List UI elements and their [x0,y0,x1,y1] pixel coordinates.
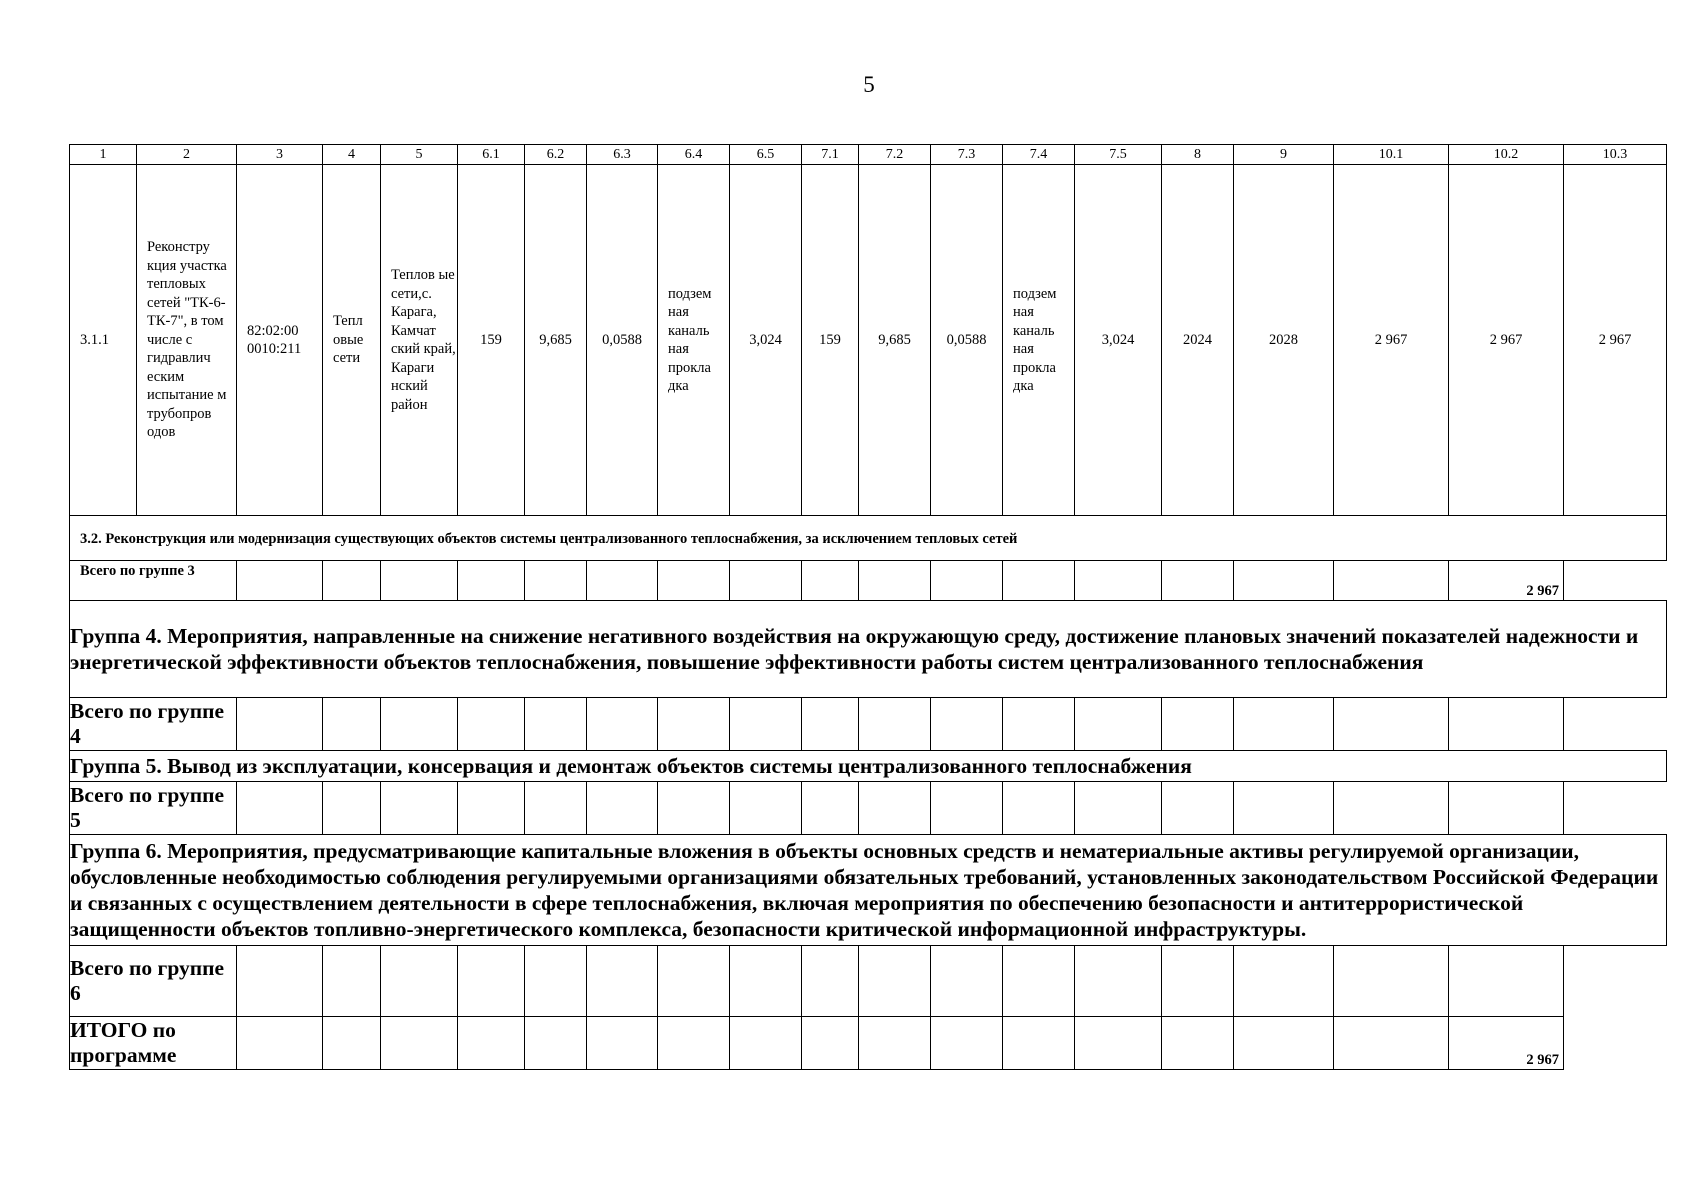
total-group-5-row [70,782,1667,835]
total-group-4-row [70,698,1667,751]
object-type: Тепл овые сети [323,165,381,516]
total-group-5-label: Всего по группе 5 [70,782,237,835]
column-number-row [70,145,1667,165]
investment-program-table [69,144,1667,1070]
value-7-3: 0,0588 [931,165,1003,516]
col-header-6-5: 6.5 [730,145,802,165]
col-header-7-1: 7.1 [802,145,859,165]
group-5-row [70,751,1667,782]
total-group-6-row [70,946,1667,1017]
object-location: Теплов ые сети,с. Карага, Камчат ский край, Караги нский район [381,165,458,516]
col-header-3: 3 [237,145,323,165]
col-header-2: 2 [137,145,237,165]
group-4-row [70,601,1667,698]
col-header-10-1: 10.1 [1334,145,1449,165]
col-header-10-2: 10.2 [1449,145,1564,165]
table-row-3-1-1 [70,165,1667,516]
col-header-1: 1 [70,145,137,165]
total-group-3-sum: 2 967 [1449,561,1564,601]
value-7-4: подзем ная каналь ная прокла дка [1003,165,1075,516]
col-header-10-3: 10.3 [1564,145,1667,165]
value-6-5: 3,024 [730,165,802,516]
value-10-3: 2 967 [1564,165,1667,516]
col-header-8: 8 [1162,145,1234,165]
col-header-7-3: 7.3 [931,145,1003,165]
col-header-9: 9 [1234,145,1334,165]
col-header-7-5: 7.5 [1075,145,1162,165]
total-group-3-label: Всего по группе 3 [70,561,237,601]
value-10-1: 2 967 [1334,165,1449,516]
value-6-1: 159 [458,165,525,516]
section-3-2-row [70,516,1667,561]
project-name: Реконстру кция участка тепловых сетей "ТК-6-ТК-7", в том числе с гидравлич еским испытание м трубопров одов [137,165,237,516]
col-header-6-4: 6.4 [658,145,730,165]
value-6-3: 0,0588 [587,165,658,516]
value-7-5: 3,024 [1075,165,1162,516]
col-header-6-3: 6.3 [587,145,658,165]
row-number: 3.1.1 [70,165,137,516]
group-4-heading: Группа 4. Мероприятия, направленные на снижение негативного воздействия на окружающую среду, достижение плановых значений показателей надежности и энергетической эффективности объектов теплоснабжения, повышение эффективности работы систем централизованного теплоснабжения [70,601,1667,698]
page-number: 5 [863,72,875,97]
col-header-6-2: 6.2 [525,145,587,165]
start-year: 2024 [1162,165,1234,516]
section-3-2-heading: 3.2. Реконструкция или модернизация существующих объектов системы централизованного теплоснабжения, за исключением тепловых сетей [70,516,1667,561]
value-7-2: 9,685 [859,165,931,516]
cadastral-number: 82:02:00 0010:211 [237,165,323,516]
value-10-2: 2 967 [1449,165,1564,516]
col-header-6-1: 6.1 [458,145,525,165]
col-header-4: 4 [323,145,381,165]
program-total-label: ИТОГО по программе [70,1017,237,1070]
value-6-4: подзем ная каналь ная прокла дка [658,165,730,516]
total-group-6-label: Всего по группе 6 [70,946,237,1017]
total-group-4-label: Всего по группе 4 [70,698,237,751]
value-7-1: 159 [802,165,859,516]
end-year: 2028 [1234,165,1334,516]
total-group-3-row [70,561,1667,601]
group-6-heading: Группа 6. Мероприятия, предусматривающие капитальные вложения в объекты основных средств и нематериальные активы регулируемой организации, обусловленные необходимостью соблюдения регулируемыми организациями обязательных требований, установленных законодательством Российской Федерации и связанных с осуществлением деятельности в сфере теплоснабжения, включая мероприятия по обеспечению безопасности и антитеррористической защищенности объектов топливно-энергетического комплекса, безопасности критической информационной инфраструктуры. [70,835,1667,946]
col-header-7-2: 7.2 [859,145,931,165]
program-total-row [70,1017,1667,1070]
value-6-2: 9,685 [525,165,587,516]
group-6-row [70,835,1667,946]
program-total-sum: 2 967 [1449,1017,1564,1070]
col-header-7-4: 7.4 [1003,145,1075,165]
col-header-5: 5 [381,145,458,165]
group-5-heading: Группа 5. Вывод из эксплуатации, консервация и демонтаж объектов системы централизованного теплоснабжения [70,751,1667,782]
